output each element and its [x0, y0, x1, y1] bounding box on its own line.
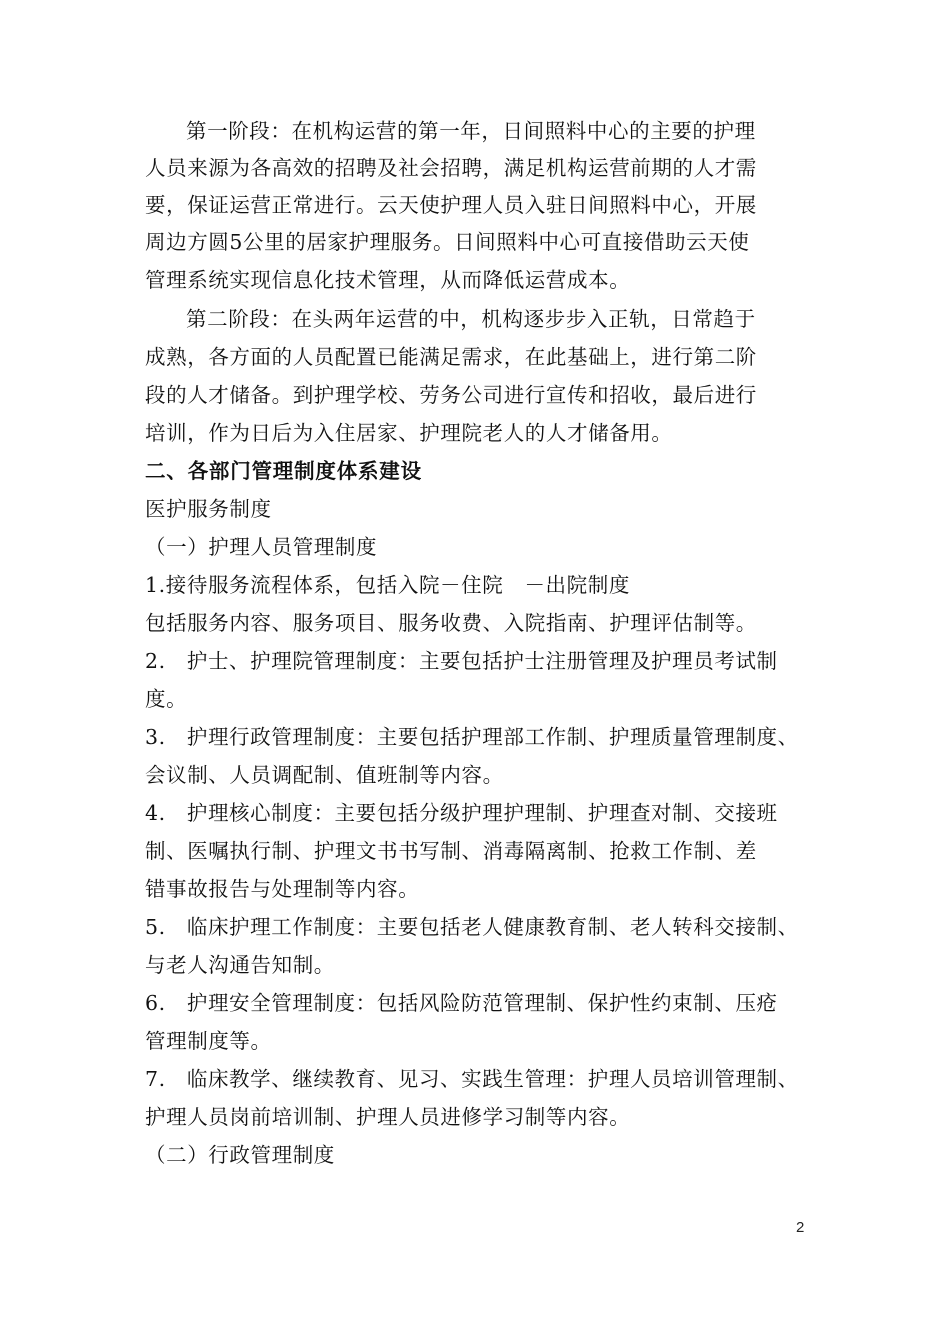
list-item-2-line-2: 度。 [145, 687, 188, 711]
paragraph-stage-one-line-3: 要，保证运营正常进行。云天使护理人员入驻日间照料中心，开展 [145, 193, 757, 217]
list-item-6-line-1: 6. 护理安全管理制度：包括风险防范管理制、保护性约束制、压疮 [145, 991, 778, 1015]
paragraph-stage-one-line-4: 周边方圆5公里的居家护理服务。日间照料中心可直接借助云天使 [145, 230, 750, 254]
list-item-4-line-1: 4. 护理核心制度：主要包括分级护理护理制、护理查对制、交接班 [145, 801, 778, 825]
paragraph-stage-one-line-1: 第一阶段：在机构运营的第一年，日间照料中心的主要的护理 [186, 119, 756, 143]
list-item-7-line-1: 7. 临床教学、继续教育、见习、实践生管理：护理人员培训管理制、 [145, 1067, 799, 1091]
list-item-3-line-1: 3. 护理行政管理制度：主要包括护理部工作制、护理质量管理制度、 [145, 725, 799, 749]
list-item-6-line-2: 管理制度等。 [145, 1029, 272, 1053]
paragraph-stage-two-line-1: 第二阶段：在头两年运营的中，机构逐步步入正轨，日常趋于 [186, 307, 756, 331]
paragraph-stage-one-line-5: 管理系统实现信息化技术管理，从而降低运营成本。 [145, 268, 631, 292]
paragraph-stage-two-line-3: 段的人才储备。到护理学校、劳务公司进行宣传和招收，最后进行 [145, 383, 757, 407]
section-heading: 二、各部门管理制度体系建设 [145, 459, 422, 483]
page-number: 2 [796, 1219, 805, 1236]
paragraph-stage-two-line-4: 培训，作为日后为入住居家、护理院老人的人才储备用。 [145, 421, 673, 445]
list-item-1-line-2: 包括服务内容、服务项目、服务收费、入院指南、护理评估制等。 [145, 611, 757, 635]
list-item-2-line-1: 2. 护士、护理院管理制度：主要包括护士注册管理及护理员考试制 [145, 649, 778, 673]
list-item-3-line-2: 会议制、人员调配制、值班制等内容。 [145, 763, 504, 787]
subsection-heading-administration: （二）行政管理制度 [145, 1143, 335, 1167]
paragraph-stage-two-line-2: 成熟，各方面的人员配置已能满足需求，在此基础上，进行第二阶 [145, 345, 757, 369]
list-item-1-line-1: 1.接待服务流程体系，包括入院－住院 －出院制度 [145, 573, 630, 597]
subsection-title: 医护服务制度 [145, 497, 272, 521]
subsection-heading-nursing-staff: （一）护理人员管理制度 [145, 535, 378, 559]
list-item-4-line-3: 错事故报告与处理制等内容。 [145, 877, 420, 901]
list-item-5-line-2: 与老人沟通告知制。 [145, 953, 335, 977]
paragraph-stage-one-line-2: 人员来源为各高效的招聘及社会招聘，满足机构运营前期的人才需 [145, 156, 757, 180]
list-item-4-line-2: 制、医嘱执行制、护理文书书写制、消毒隔离制、抢救工作制、差 [145, 839, 757, 863]
list-item-7-line-2: 护理人员岗前培训制、护理人员进修学习制等内容。 [145, 1105, 631, 1129]
list-item-5-line-1: 5. 临床护理工作制度：主要包括老人健康教育制、老人转科交接制、 [145, 915, 799, 939]
